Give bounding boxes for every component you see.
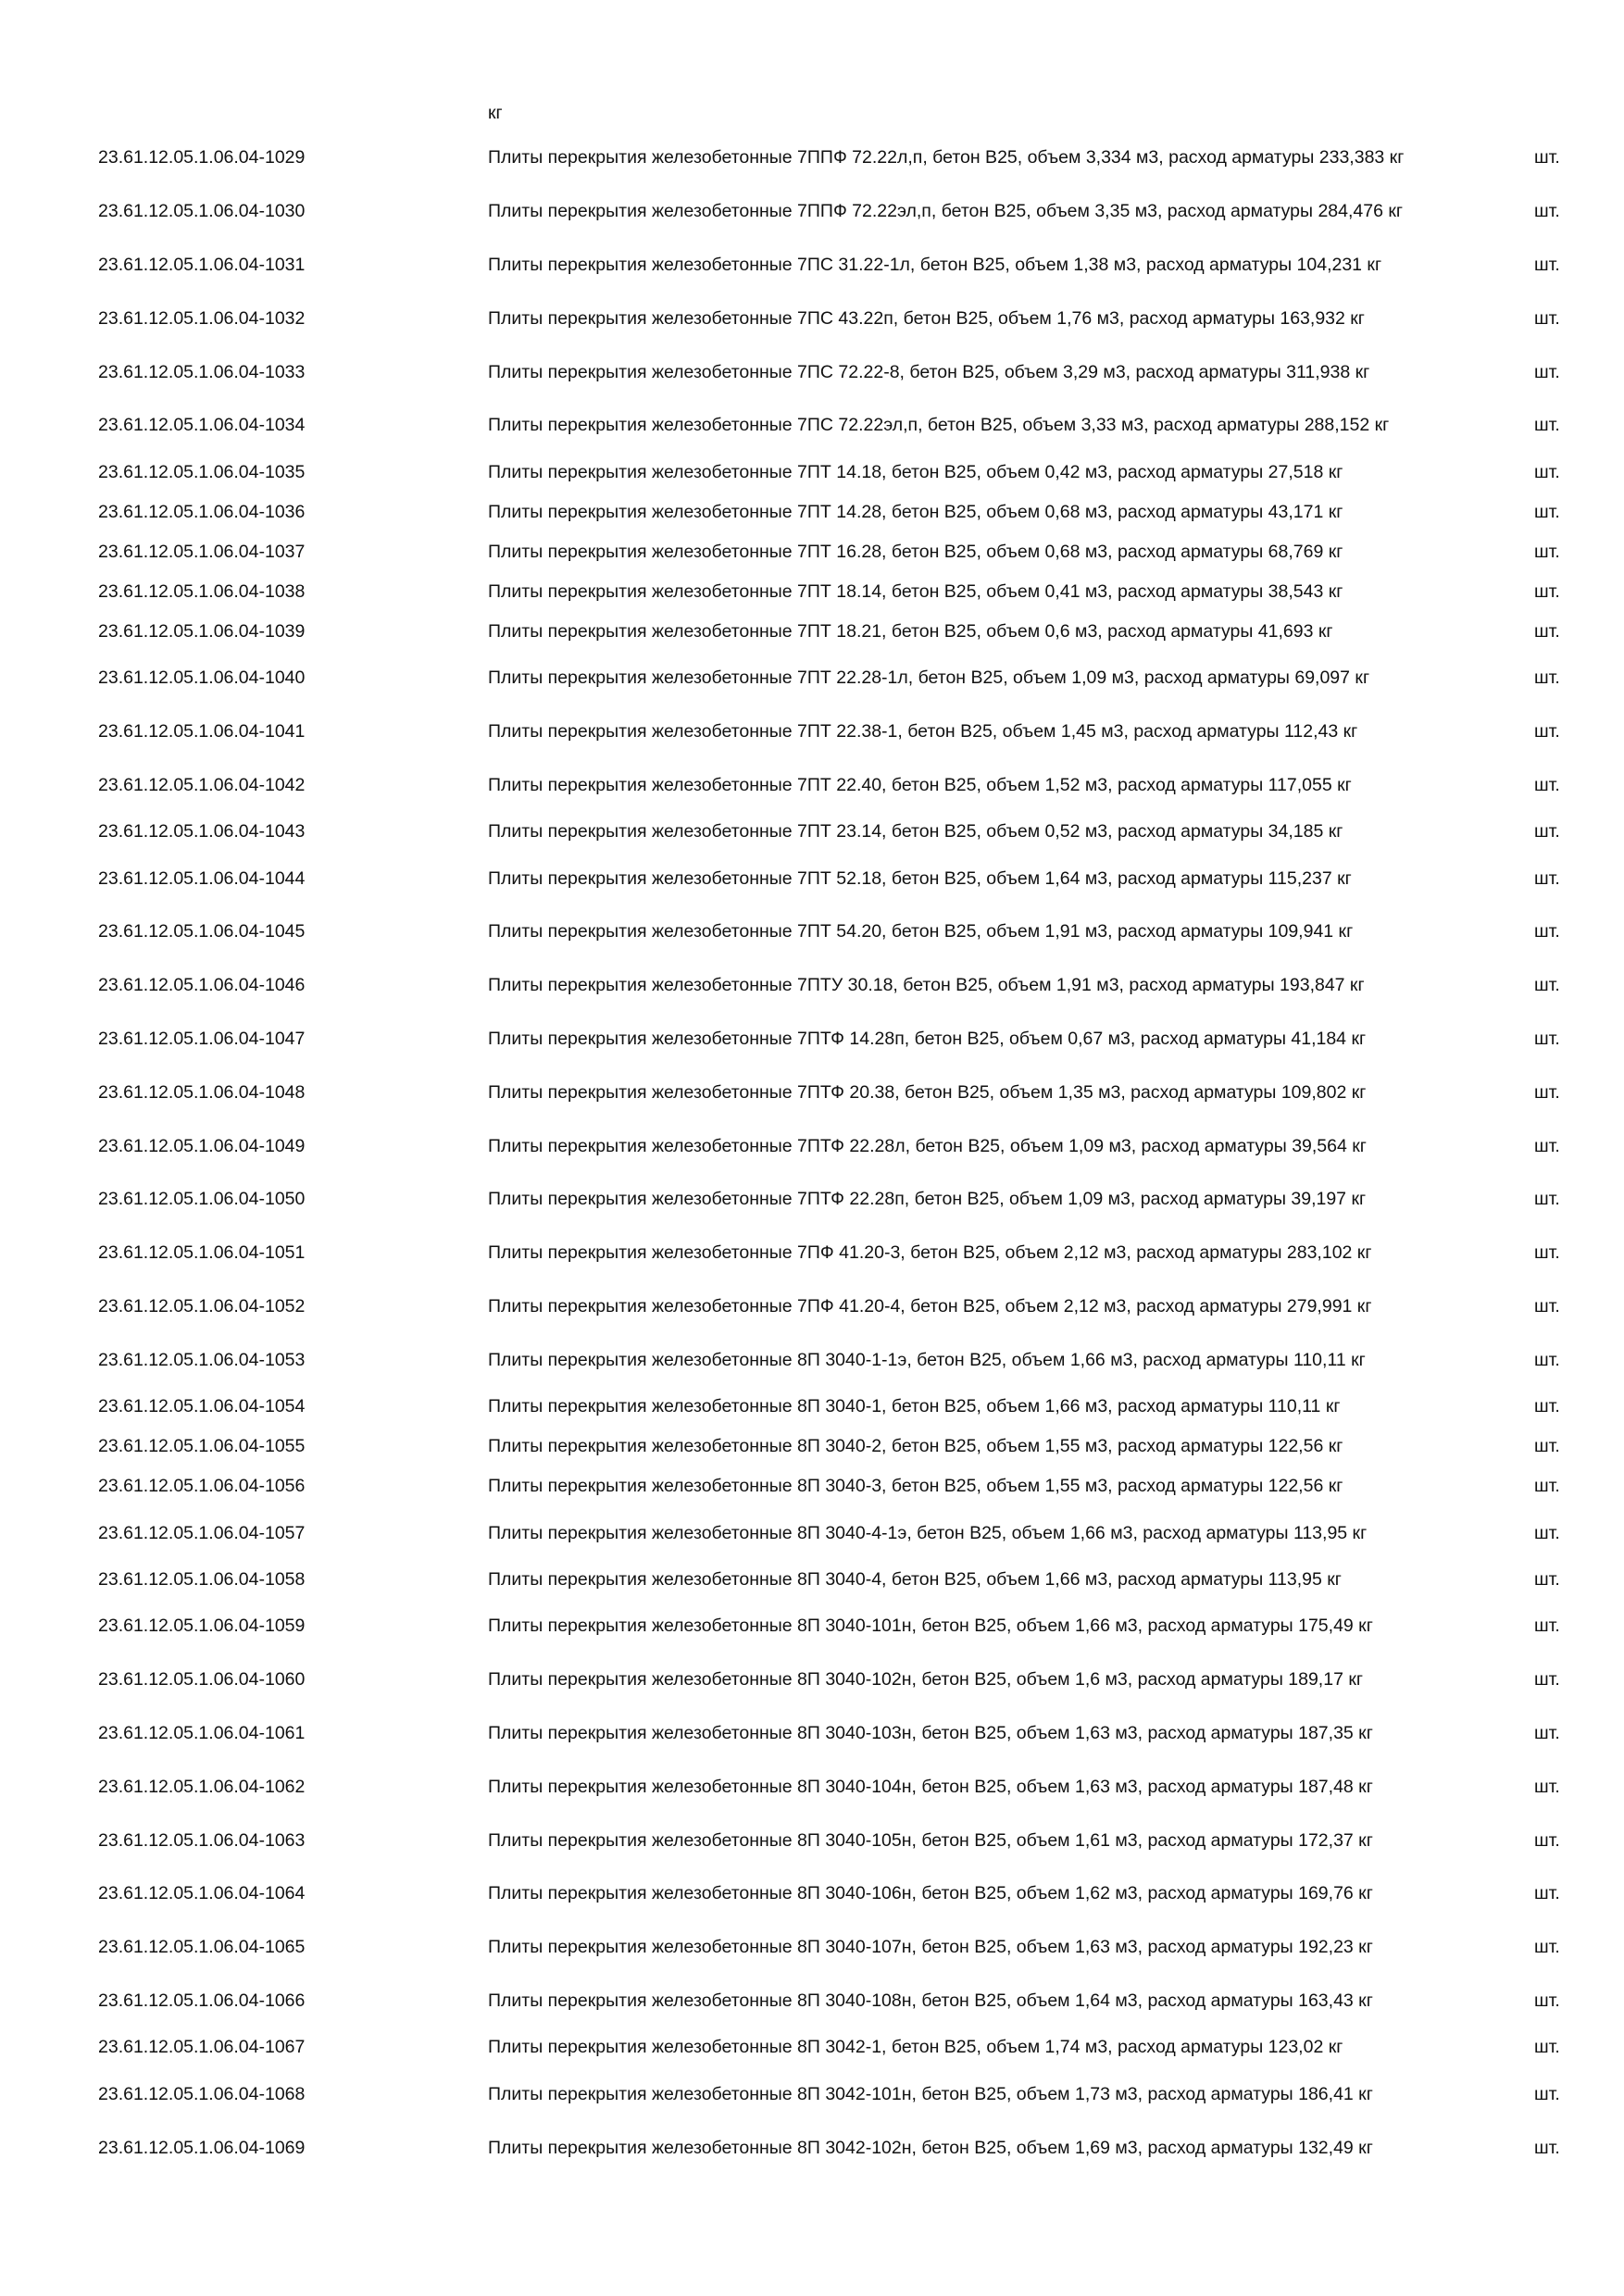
row-unit: шт. [1534, 1436, 1560, 1457]
row-code: 23.61.12.05.1.06.04-1060 [98, 1669, 306, 1691]
row-description: Плиты перекрытия железобетонные 7ПТ 22.28-1л, бетон В25, объем 1,09 м3, расход арматуры 69,097 кг [488, 668, 1370, 689]
row-description-cell [488, 1653, 1451, 1707]
table-row [0, 1173, 1624, 1227]
row-unit: шт. [1534, 201, 1560, 222]
table-row [0, 1227, 1624, 1280]
table-row [0, 1333, 1624, 1387]
row-code: 23.61.12.05.1.06.04-1050 [98, 1189, 306, 1210]
row-code: 23.61.12.05.1.06.04-1063 [98, 1829, 306, 1851]
row-description-cell [488, 532, 1451, 572]
row-code: 23.61.12.05.1.06.04-1051 [98, 1242, 306, 1264]
table-row [0, 1867, 1624, 1921]
row-unit: шт. [1534, 2083, 1560, 2104]
row-unit: шт. [1534, 2137, 1560, 2158]
row-description: Плиты перекрытия железобетонные 7ПС 72.22эл,п, бетон В25, объем 3,33 м3, расход арматуры 288,152 кг [488, 415, 1390, 436]
row-description-cell [488, 1867, 1451, 1921]
row-description-cell [488, 812, 1451, 852]
row-code: 23.61.12.05.1.06.04-1040 [98, 668, 306, 689]
row-code: 23.61.12.05.1.06.04-1058 [98, 1568, 306, 1590]
table-row [0, 2121, 1624, 2175]
row-description: Плиты перекрытия железобетонные 7ПТ 18.21, бетон В25, объем 0,6 м3, расход арматуры 41,693 кг [488, 620, 1333, 642]
table-row [0, 1814, 1624, 1867]
row-code: 23.61.12.05.1.06.04-1047 [98, 1028, 306, 1049]
row-description-cell [488, 2121, 1451, 2175]
table-row [0, 1921, 1624, 1975]
row-description: Плиты перекрытия железобетонные 7ПС 72.22-8, бетон В25, объем 3,29 м3, расход арматуры 311,938 кг [488, 361, 1370, 382]
table-row [0, 1707, 1624, 1761]
row-code: 23.61.12.05.1.06.04-1059 [98, 1616, 306, 1637]
row-description: Плиты перекрытия железобетонные 7ПФ 41.20-4, бетон В25, объем 2,12 м3, расход арматуры 279,991 кг [488, 1295, 1372, 1316]
row-code: 23.61.12.05.1.06.04-1030 [98, 201, 306, 222]
table-row [0, 131, 1624, 185]
row-description-cell [488, 1119, 1451, 1173]
row-unit: шт. [1534, 1349, 1560, 1370]
row-description-cell [488, 652, 1451, 705]
row-unit: шт. [1534, 1476, 1560, 1497]
row-code: 23.61.12.05.1.06.04-1053 [98, 1349, 306, 1370]
table-row [0, 812, 1624, 852]
row-description-cell [488, 1066, 1451, 1119]
row-description: Плиты перекрытия железобетонные 7ПФ 41.20-3, бетон В25, объем 2,12 м3, расход арматуры 283,102 кг [488, 1242, 1372, 1264]
row-code: 23.61.12.05.1.06.04-1052 [98, 1295, 306, 1316]
row-description-cell [488, 1280, 1451, 1334]
row-unit: шт. [1534, 1242, 1560, 1264]
row-description: Плиты перекрытия железобетонные 7ППФ 72.22л,п, бетон В25, объем 3,334 м3, расход арматуры 233,383 кг [488, 147, 1405, 168]
row-description: Плиты перекрытия железобетонные 8П 3040-1, бетон В25, объем 1,66 м3, расход арматуры 110,11 кг [488, 1396, 1341, 1417]
row-description: Плиты перекрытия железобетонные 7ПТ 52.18, бетон В25, объем 1,64 м3, расход арматуры 115,237 кг [488, 867, 1352, 889]
row-description: Плиты перекрытия железобетонные 7ППФ 72.22эл,п, бетон В25, объем 3,35 м3, расход арматуры 284,476 кг [488, 201, 1403, 222]
row-unit: шт. [1534, 1829, 1560, 1851]
row-description: Плиты перекрытия железобетонные 8П 3040-102н, бетон В25, объем 1,6 м3, расход арматуры 189,17 кг [488, 1669, 1363, 1691]
row-code: 23.61.12.05.1.06.04-1033 [98, 361, 306, 382]
row-description: Плиты перекрытия железобетонные 8П 3042-1, бетон В25, объем 1,74 м3, расход арматуры 123,02 кг [488, 2037, 1343, 2058]
row-code: 23.61.12.05.1.06.04-1054 [98, 1396, 306, 1417]
row-description: Плиты перекрытия железобетонные 7ПТФ 20.38, бетон В25, объем 1,35 м3, расход арматуры 109,802 кг [488, 1081, 1367, 1103]
row-description: Плиты перекрытия железобетонные 8П 3040-4-1э, бетон В25, объем 1,66 м3, расход арматуры 113,95 кг [488, 1522, 1368, 1543]
row-description-cell [488, 612, 1451, 652]
row-description: Плиты перекрытия железобетонные 7ПТ 22.38-1, бетон В25, объем 1,45 м3, расход арматуры 112,43 кг [488, 720, 1358, 742]
row-unit: шт. [1534, 1722, 1560, 1743]
row-description: Плиты перекрытия железобетонные 8П 3040-106н, бетон В25, объем 1,62 м3, расход арматуры 169,76 кг [488, 1883, 1373, 1904]
table-row [0, 493, 1624, 532]
row-unit: шт. [1534, 821, 1560, 842]
row-code: 23.61.12.05.1.06.04-1032 [98, 307, 306, 329]
table-row [0, 532, 1624, 572]
row-code: 23.61.12.05.1.06.04-1042 [98, 774, 306, 795]
row-unit: шт. [1534, 1937, 1560, 1958]
table-row [0, 1760, 1624, 1814]
row-unit: шт. [1534, 415, 1560, 436]
row-description-cell [488, 905, 1451, 959]
row-description: Плиты перекрытия железобетонные 8П 3040-104н, бетон В25, объем 1,63 м3, расход арматуры 187,48 кг [488, 1776, 1373, 1797]
table-row [0, 1653, 1624, 1707]
row-description: Плиты перекрытия железобетонные 8П 3040-105н, бетон В25, объем 1,61 м3, расход арматуры 172,37 кг [488, 1829, 1373, 1851]
table-row [0, 1066, 1624, 1119]
row-description: Плиты перекрытия железобетонные 8П 3040-3, бетон В25, объем 1,55 м3, расход арматуры 122,56 кг [488, 1476, 1343, 1497]
row-code: 23.61.12.05.1.06.04-1061 [98, 1722, 306, 1743]
row-unit: шт. [1534, 2037, 1560, 2058]
table-row [0, 1466, 1624, 1506]
row-unit: шт. [1534, 1396, 1560, 1417]
row-unit: шт. [1534, 668, 1560, 689]
table-row [0, 612, 1624, 652]
row-description-cell [488, 345, 1451, 399]
row-unit: шт. [1534, 1028, 1560, 1049]
row-description: Плиты перекрытия железобетонные 8П 3040-1-1э, бетон В25, объем 1,66 м3, расход арматуры 110,11 кг [488, 1349, 1366, 1370]
row-unit: шт. [1534, 1135, 1560, 1156]
table-row [0, 1560, 1624, 1600]
table-row [0, 345, 1624, 399]
row-code: 23.61.12.05.1.06.04-1031 [98, 254, 306, 275]
row-description-cell [488, 399, 1451, 453]
row-description: Плиты перекрытия железобетонные 7ПС 31.22-1л, бетон В25, объем 1,38 м3, расход арматуры 104,231 кг [488, 254, 1382, 275]
row-description-cell [488, 1227, 1451, 1280]
table-row [0, 1119, 1624, 1173]
row-unit: шт. [1534, 774, 1560, 795]
row-code: 23.61.12.05.1.06.04-1048 [98, 1081, 306, 1103]
row-code: 23.61.12.05.1.06.04-1045 [98, 921, 306, 942]
table-row [0, 1013, 1624, 1067]
row-unit: шт. [1534, 867, 1560, 889]
row-unit: шт. [1534, 254, 1560, 275]
row-code: 23.61.12.05.1.06.04-1029 [98, 147, 306, 168]
row-description-cell [488, 1387, 1451, 1427]
table-row [0, 292, 1624, 345]
row-unit: шт. [1534, 1990, 1560, 2011]
row-description-cell [488, 1466, 1451, 1506]
row-description-cell [488, 239, 1451, 293]
row-description: Плиты перекрытия железобетонные 8П 3040-107н, бетон В25, объем 1,63 м3, расход арматуры 192,23 кг [488, 1937, 1373, 1958]
table-row [0, 905, 1624, 959]
row-description-cell [488, 1707, 1451, 1761]
table-row [0, 758, 1624, 812]
row-unit: шт. [1534, 720, 1560, 742]
row-code: 23.61.12.05.1.06.04-1068 [98, 2083, 306, 2104]
row-unit: шт. [1534, 1295, 1560, 1316]
table-row [0, 572, 1624, 612]
row-code: 23.61.12.05.1.06.04-1067 [98, 2037, 306, 2058]
row-description-cell [488, 2028, 1451, 2067]
row-description-cell [488, 852, 1451, 905]
row-description-cell [488, 493, 1451, 532]
row-description: Плиты перекрытия железобетонные 7ПТ 18.14, бетон В25, объем 0,41 м3, расход арматуры 38,543 кг [488, 580, 1343, 602]
row-code: 23.61.12.05.1.06.04-1037 [98, 541, 306, 562]
row-description-cell [488, 758, 1451, 812]
row-unit: шт. [1534, 1081, 1560, 1103]
table-row [0, 1600, 1624, 1653]
row-code: 23.61.12.05.1.06.04-1036 [98, 501, 306, 522]
row-description: Плиты перекрытия железобетонные 7ПТФ 22.28п, бетон В25, объем 1,09 м3, расход арматуры 39,197 кг [488, 1189, 1367, 1210]
row-unit: шт. [1534, 1883, 1560, 1904]
row-code: 23.61.12.05.1.06.04-1043 [98, 821, 306, 842]
row-unit: шт. [1534, 580, 1560, 602]
table-row [0, 239, 1624, 293]
row-description: Плиты перекрытия железобетонные 8П 3042-101н, бетон В25, объем 1,73 м3, расход арматуры 186,41 кг [488, 2083, 1373, 2104]
table-row [0, 2028, 1624, 2067]
row-unit: шт. [1534, 461, 1560, 482]
row-code: 23.61.12.05.1.06.04-1064 [98, 1883, 306, 1904]
row-description-cell [488, 131, 1451, 185]
table-row [0, 1506, 1624, 1560]
row-code: 23.61.12.05.1.06.04-1038 [98, 580, 306, 602]
row-unit: шт. [1534, 921, 1560, 942]
row-unit: шт. [1534, 541, 1560, 562]
row-description: Плиты перекрытия железобетонные 7ПТ 14.18, бетон В25, объем 0,42 м3, расход арматуры 27,518 кг [488, 461, 1343, 482]
row-description: Плиты перекрытия железобетонные 7ПТФ 22.28л, бетон В25, объем 1,09 м3, расход арматуры 39,564 кг [488, 1135, 1367, 1156]
row-description: Плиты перекрытия железобетонные 7ПТ 23.14, бетон В25, объем 0,52 м3, расход арматуры 34,185 кг [488, 821, 1343, 842]
row-code: 23.61.12.05.1.06.04-1041 [98, 720, 306, 742]
table-row [0, 705, 1624, 759]
row-unit: шт. [1534, 147, 1560, 168]
row-code: 23.61.12.05.1.06.04-1056 [98, 1476, 306, 1497]
row-code: 23.61.12.05.1.06.04-1044 [98, 867, 306, 889]
row-description: Плиты перекрытия железобетонные 7ПТ 16.28, бетон В25, объем 0,68 м3, расход арматуры 68,769 кг [488, 541, 1343, 562]
row-code: 23.61.12.05.1.06.04-1034 [98, 415, 306, 436]
row-code: 23.61.12.05.1.06.04-1057 [98, 1522, 306, 1543]
row-description: Плиты перекрытия железобетонные 8П 3040-103н, бетон В25, объем 1,63 м3, расход арматуры 187,35 кг [488, 1722, 1373, 1743]
row-description-cell [488, 959, 1451, 1013]
table-row [0, 185, 1624, 239]
row-code: 23.61.12.05.1.06.04-1039 [98, 620, 306, 642]
row-description-cell [488, 1600, 1451, 1653]
row-description-cell [488, 705, 1451, 759]
continuation-text: кг [488, 103, 503, 123]
row-description-cell [488, 1975, 1451, 2028]
price-table-body [0, 131, 1624, 2175]
row-description-cell [488, 292, 1451, 345]
row-description: Плиты перекрытия железобетонные 8П 3040-101н, бетон В25, объем 1,66 м3, расход арматуры 175,49 кг [488, 1616, 1373, 1637]
row-description: Плиты перекрытия железобетонные 7ПС 43.22п, бетон В25, объем 1,76 м3, расход арматуры 163,932 кг [488, 307, 1365, 329]
table-row [0, 852, 1624, 905]
row-description: Плиты перекрытия железобетонные 8П 3040-2, бетон В25, объем 1,55 м3, расход арматуры 122,56 кг [488, 1436, 1343, 1457]
row-description: Плиты перекрытия железобетонные 8П 3040-4, бетон В25, объем 1,66 м3, расход арматуры 113,95 кг [488, 1568, 1342, 1590]
row-description: Плиты перекрытия железобетонные 7ПТФ 14.28п, бетон В25, объем 0,67 м3, расход арматуры 41,184 кг [488, 1028, 1367, 1049]
row-description-cell [488, 453, 1451, 493]
row-unit: шт. [1534, 361, 1560, 382]
row-description: Плиты перекрытия железобетонные 7ПТ 22.40, бетон В25, объем 1,52 м3, расход арматуры 117,055 кг [488, 774, 1352, 795]
row-unit: шт. [1534, 620, 1560, 642]
row-description: Плиты перекрытия железобетонные 7ПТУ 30.18, бетон В25, объем 1,91 м3, расход арматуры 193,847 кг [488, 975, 1365, 996]
row-description: Плиты перекрытия железобетонные 7ПТ 54.20, бетон В25, объем 1,91 м3, расход арматуры 109,941 кг [488, 921, 1354, 942]
row-description: Плиты перекрытия железобетонные 8П 3040-108н, бетон В25, объем 1,64 м3, расход арматуры 163,43 кг [488, 1990, 1373, 2011]
row-description-cell [488, 1560, 1451, 1600]
row-unit: шт. [1534, 307, 1560, 329]
row-unit: шт. [1534, 1669, 1560, 1691]
row-code: 23.61.12.05.1.06.04-1035 [98, 461, 306, 482]
table-row [0, 1427, 1624, 1466]
row-description-cell [488, 1760, 1451, 1814]
row-code: 23.61.12.05.1.06.04-1055 [98, 1436, 306, 1457]
row-description-cell [488, 1427, 1451, 1466]
table-row [0, 959, 1624, 1013]
table-row [0, 652, 1624, 705]
row-code: 23.61.12.05.1.06.04-1049 [98, 1135, 306, 1156]
row-description-cell [488, 572, 1451, 612]
row-unit: шт. [1534, 1568, 1560, 1590]
row-description-cell [488, 1921, 1451, 1975]
row-unit: шт. [1534, 1189, 1560, 1210]
row-code: 23.61.12.05.1.06.04-1065 [98, 1937, 306, 1958]
row-description-cell [488, 1814, 1451, 1867]
price-table [0, 131, 1624, 2175]
row-description-cell [488, 1013, 1451, 1067]
row-description-cell [488, 2067, 1451, 2121]
table-row [0, 1280, 1624, 1334]
table-row [0, 399, 1624, 453]
row-description: Плиты перекрытия железобетонные 7ПТ 14.28, бетон В25, объем 0,68 м3, расход арматуры 43,171 кг [488, 501, 1343, 522]
table-row [0, 2067, 1624, 2121]
table-row [0, 453, 1624, 493]
row-description-cell [488, 185, 1451, 239]
row-description-cell [488, 1173, 1451, 1227]
row-description-cell [488, 1333, 1451, 1387]
row-description-cell [488, 1506, 1451, 1560]
row-code: 23.61.12.05.1.06.04-1069 [98, 2137, 306, 2158]
row-unit: шт. [1534, 501, 1560, 522]
row-unit: шт. [1534, 975, 1560, 996]
row-code: 23.61.12.05.1.06.04-1046 [98, 975, 306, 996]
row-description: Плиты перекрытия железобетонные 8П 3042-102н, бетон В25, объем 1,69 м3, расход арматуры 132,49 кг [488, 2137, 1373, 2158]
row-code: 23.61.12.05.1.06.04-1066 [98, 1990, 306, 2011]
row-unit: шт. [1534, 1522, 1560, 1543]
table-row [0, 1975, 1624, 2028]
row-code: 23.61.12.05.1.06.04-1062 [98, 1776, 306, 1797]
row-unit: шт. [1534, 1776, 1560, 1797]
table-row [0, 1387, 1624, 1427]
row-unit: шт. [1534, 1616, 1560, 1637]
